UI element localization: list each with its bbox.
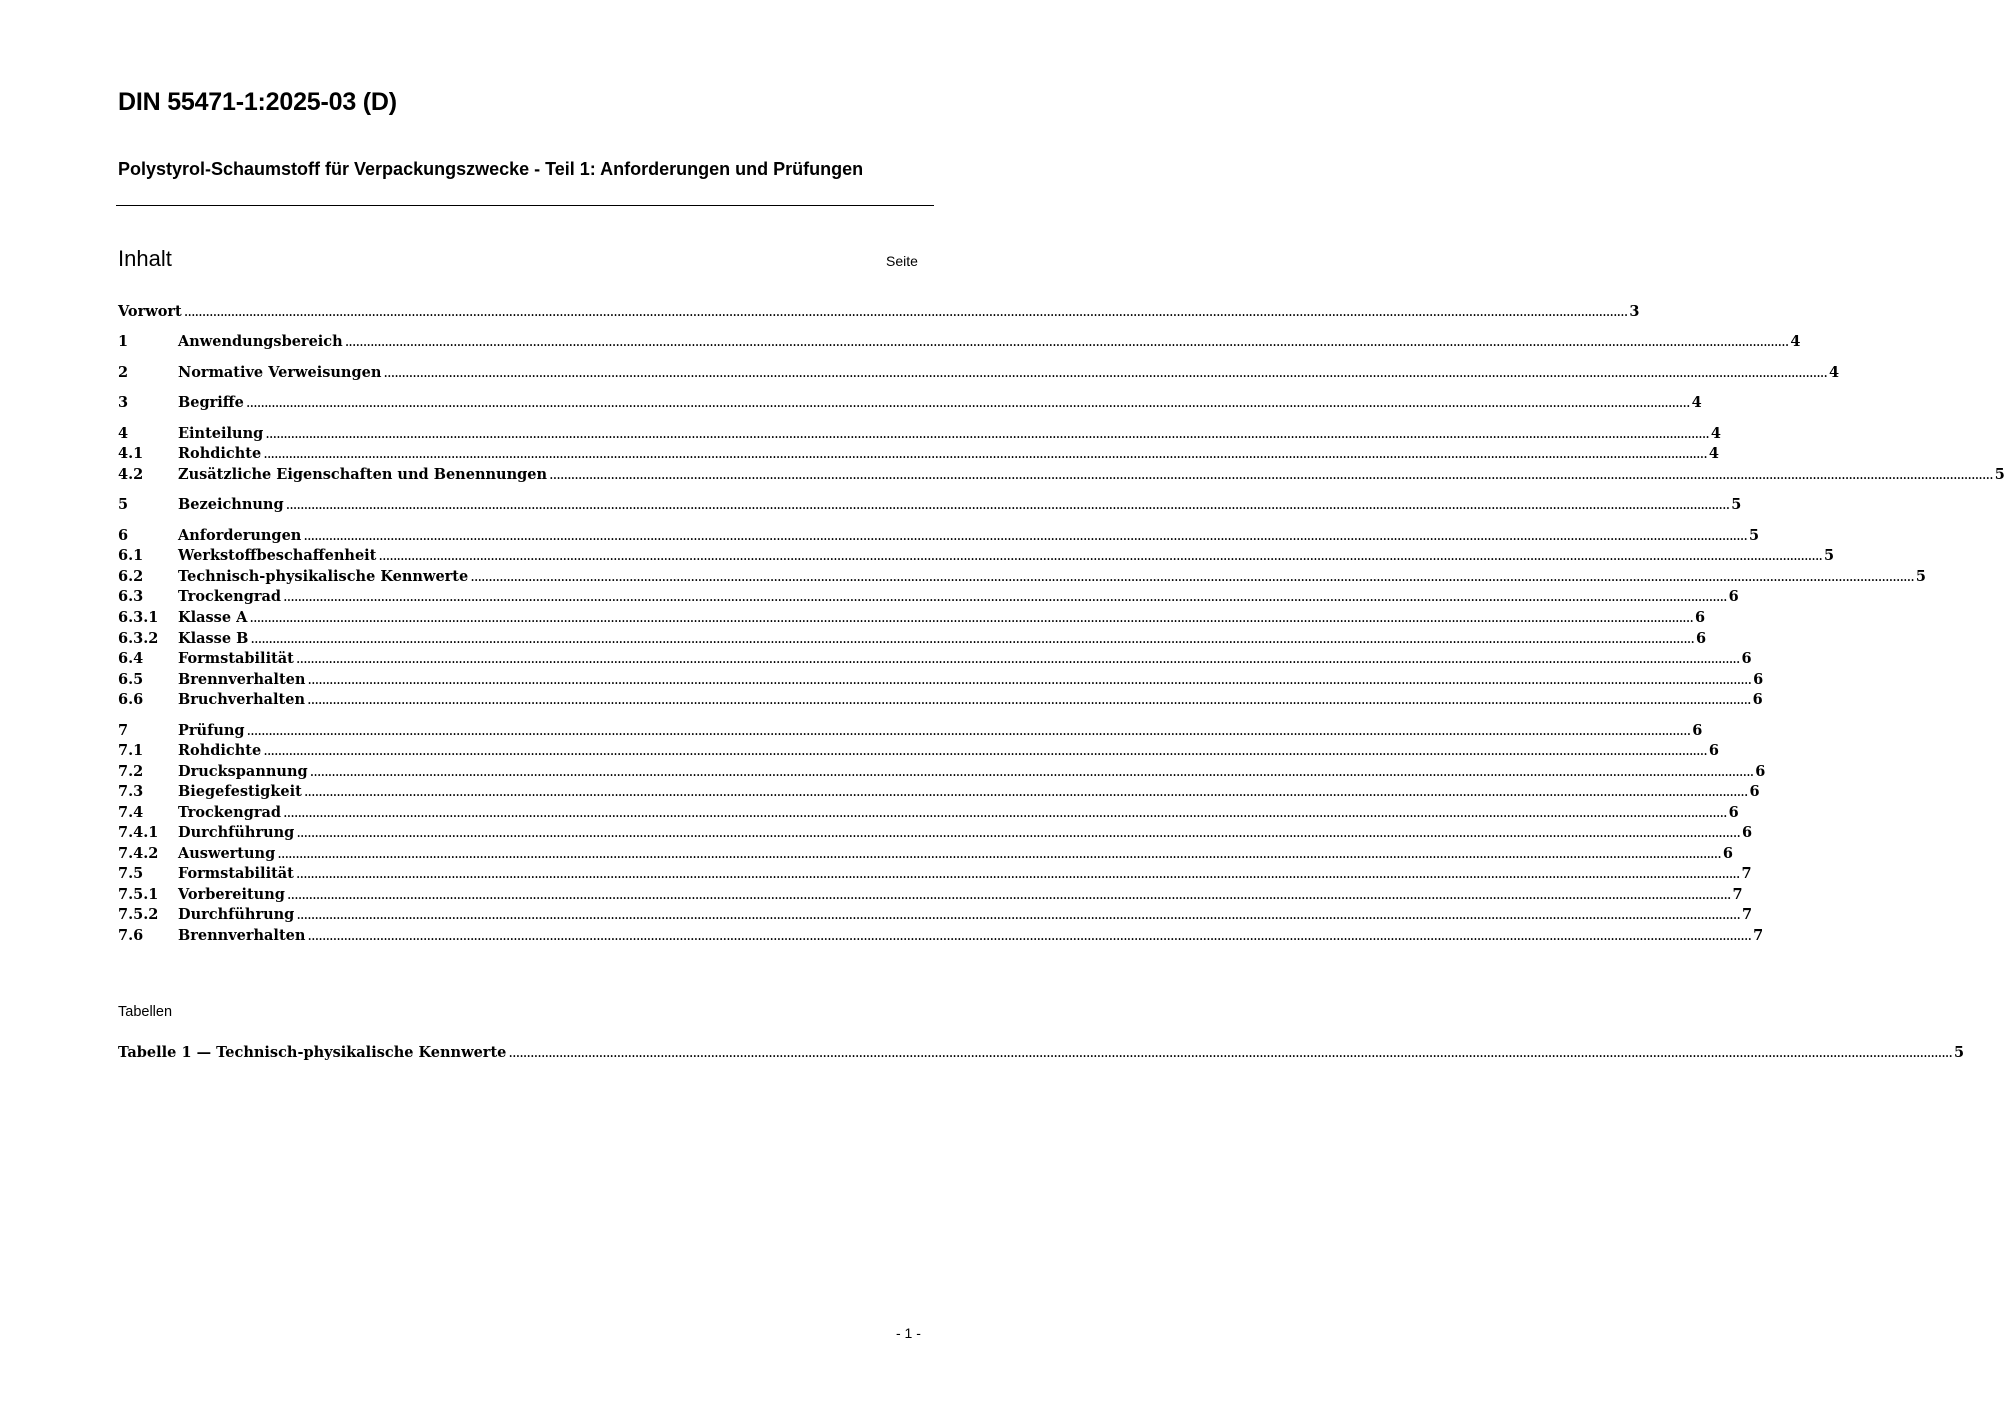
toc-entry-page: 6 [1752,691,1763,708]
toc-entry-number: 7.4 [118,804,144,821]
toc-entry[interactable] [118,649,1752,669]
toc-entry-page: 7 [1732,886,1743,903]
toc-entry-title: Anforderungen [178,527,302,544]
toc-entry[interactable] [118,363,1840,383]
toc-entry-number: 6.3.1 [118,609,159,626]
toc-entry-title: Brennverhalten [178,671,306,688]
toc-entry-number: 7.5.2 [118,906,159,923]
toc-entry[interactable] [118,782,1760,802]
toc-entry-page: 5 [1731,496,1742,513]
tables-heading: Tabellen [118,1004,173,1020]
toc-dot-leader: ................................................................................................................................................................................................................................................................................................................................................................................................................ [295,651,1740,667]
toc-dot-leader: ................................................................................................................................................................................................................................................................................................................................................................................................................ [303,784,1748,800]
toc-dot-leader: ................................................................................................................................................................................................................................................................................................................................................................................................................ [249,610,1694,626]
toc-dot-leader: ................................................................................................................................................................................................................................................................................................................................................................................................................ [183,304,1628,320]
toc-entry-page: 6 [1696,630,1707,647]
toc-entry-title: Werkstoffbeschaffenheit [178,547,377,564]
document-id: DIN 55471-1:2025-03 (D) [118,88,397,116]
toc-dot-leader: ................................................................................................................................................................................................................................................................................................................................................................................................................ [250,631,1695,647]
toc-entry[interactable] [118,844,1733,864]
toc-entry-number: 4.2 [118,466,144,483]
toc-dot-leader: ................................................................................................................................................................................................................................................................................................................................................................................................................ [296,907,1740,923]
toc-entry-title: Formstabilität [178,865,294,882]
toc-entry-title: Technisch-physikalische Kennwerte [178,568,469,585]
toc-entry-title: Normative Verweisungen [178,364,382,381]
title-divider [116,205,934,206]
toc-entry-page: 6 [1753,671,1764,688]
toc-dot-leader: ................................................................................................................................................................................................................................................................................................................................................................................................................ [285,497,1730,513]
toc-entry-title: Bruchverhalten [178,691,306,708]
toc-entry-title: Biegefestigkeit [178,783,302,800]
toc-dot-leader: ................................................................................................................................................................................................................................................................................................................................................................................................................ [246,723,1691,739]
toc-dot-leader: ................................................................................................................................................................................................................................................................................................................................................................................................................ [307,672,1752,688]
toc-entry-number: 6.3.2 [118,630,159,647]
toc-entry[interactable] [118,587,1739,607]
toc-entry-number: 4 [118,425,129,442]
toc-entry-number: 2 [118,364,129,381]
toc-entry-number: 6 [118,527,129,544]
toc-entry-title: Tabelle 1 — Technisch-physikalische Kennwerte [118,1044,507,1061]
toc-entry[interactable] [118,393,1702,413]
toc-dot-leader: ................................................................................................................................................................................................................................................................................................................................................................................................................ [307,928,1752,944]
toc-entry-number: 6.6 [118,691,144,708]
toc-entry-title: Prüfung [178,722,245,739]
toc-dot-leader: ................................................................................................................................................................................................................................................................................................................................................................................................................ [309,764,1754,780]
toc-dot-leader: ................................................................................................................................................................................................................................................................................................................................................................................................................ [383,365,1828,381]
toc-entry-title: Durchführung [178,906,295,923]
toc-entry-number: 6.1 [118,547,144,564]
toc-dot-leader: ................................................................................................................................................................................................................................................................................................................................................................................................................ [549,467,1993,483]
toc-entry-number: 5 [118,496,129,513]
toc-entry[interactable] [118,926,1764,946]
toc-entry-page: 6 [1692,722,1703,739]
toc-entry-title: Trockengrad [178,804,282,821]
toc-dot-leader: ................................................................................................................................................................................................................................................................................................................................................................................................................ [286,887,1731,903]
toc-entry-number: 7.3 [118,783,144,800]
toc-entry-page: 4 [1710,425,1722,442]
toc-entry-page: 7 [1741,865,1752,882]
toc-entry-page: 4 [1708,445,1719,462]
toc-entry-page: 4 [1829,364,1840,381]
toc-heading: Inhalt [118,246,172,271]
toc-dot-leader: ................................................................................................................................................................................................................................................................................................................................................................................................................ [378,548,1823,564]
toc-entry-page: 6 [1722,845,1733,862]
document-title: Polystyrol-Schaumstoff für Verpackungszwecke - Teil 1: Anforderungen und Prüfungen [118,159,864,179]
toc-entry-title: Durchführung [178,824,295,841]
toc-entry[interactable] [118,424,1722,444]
toc-entry-page: 6 [1749,783,1760,800]
toc-dot-leader: ................................................................................................................................................................................................................................................................................................................................................................................................................ [277,846,1721,862]
toc-entry-page: 6 [1708,742,1719,759]
toc-entry-page: 3 [1629,303,1640,320]
toc-dot-leader: ................................................................................................................................................................................................................................................................................................................................................................................................................ [307,692,1751,708]
toc-entry-title: Formstabilität [178,650,294,667]
toc-entry-number: 7 [118,722,129,739]
toc-entry-title: Klasse B [178,630,249,647]
toc-entry[interactable] [118,885,1743,905]
toc-entry-number: 7.5.1 [118,886,159,903]
toc-entry-page: 5 [1954,1044,1965,1061]
toc-entry-page: 7 [1753,927,1764,944]
toc-entry-number: 7.4.2 [118,845,159,862]
toc-entry-number: 1 [118,333,129,350]
toc-entry-title: Bezeichnung [178,496,284,513]
toc-entry[interactable] [118,762,1766,782]
toc-dot-leader: ................................................................................................................................................................................................................................................................................................................................................................................................................ [296,825,1740,841]
toc-entry-title: Rohdichte [178,445,262,462]
toc-entry[interactable] [118,546,1835,566]
toc-entry-title: Vorwort [118,303,182,320]
toc-entry-title: Brennverhalten [178,927,306,944]
toc-entry-page: 6 [1695,609,1706,626]
toc-entry-number: 6.4 [118,650,144,667]
toc-entry-number: 7.5 [118,865,144,882]
toc-dot-leader: ................................................................................................................................................................................................................................................................................................................................................................................................................ [283,589,1727,605]
page-number: - 1 - [896,1325,921,1341]
toc-entry-page: 4 [1691,394,1702,411]
toc-entry-page: 6 [1728,804,1739,821]
toc-entry-title: Trockengrad [178,588,282,605]
toc-entry[interactable] [118,864,1752,884]
toc-dot-leader: ................................................................................................................................................................................................................................................................................................................................................................................................................ [470,569,1914,585]
toc-entry[interactable] [118,721,1703,741]
toc-entry[interactable] [118,741,1719,761]
toc-dot-leader: ................................................................................................................................................................................................................................................................................................................................................................................................................ [344,334,1789,350]
toc-dot-leader: ................................................................................................................................................................................................................................................................................................................................................................................................................ [265,426,1709,442]
toc-entry-page: 5 [1994,466,2005,483]
toc-entry[interactable] [118,495,1742,515]
toc-page-column-label: Seite [886,253,918,269]
toc-entry[interactable] [118,803,1739,823]
toc-entry-title: Druckspannung [178,763,308,780]
toc-entry-title: Begriffe [178,394,244,411]
toc-entry-number: 4.1 [118,445,144,462]
table-list-entry[interactable] [118,1043,1965,1063]
toc-entry-title: Klasse A [178,609,248,626]
toc-entry-number: 7.4.1 [118,824,159,841]
toc-entry-title: Auswertung [178,845,276,862]
toc-entry[interactable] [118,905,1753,925]
toc-entry-title: Anwendungsbereich [178,333,343,350]
toc-dot-leader: ................................................................................................................................................................................................................................................................................................................................................................................................................ [283,805,1727,821]
toc-entry-page: 6 [1741,824,1753,841]
toc-entry-title: Vorbereitung [178,886,285,903]
toc-entry-number: 6.5 [118,671,144,688]
toc-entry-page: 4 [1790,333,1801,350]
toc-entry-title: Einteilung [178,425,264,442]
toc-entry-number: 6.3 [118,588,144,605]
toc-entry[interactable] [118,302,1640,322]
toc-entry-number: 7.6 [118,927,144,944]
toc-entry-title: Rohdichte [178,742,262,759]
toc-entry-page: 5 [1824,547,1835,564]
toc-entry-page: 5 [1915,568,1926,585]
toc-entry-number: 7.2 [118,763,144,780]
toc-entry[interactable] [118,444,1719,464]
toc-entry-number: 3 [118,394,129,411]
toc-entry[interactable] [118,608,1706,628]
toc-entry-page: 6 [1728,588,1739,605]
toc-dot-leader: ................................................................................................................................................................................................................................................................................................................................................................................................................ [263,743,1707,759]
toc-entry[interactable] [118,332,1801,352]
toc-dot-leader: ................................................................................................................................................................................................................................................................................................................................................................................................................ [303,528,1747,544]
toc-entry-page: 6 [1741,650,1752,667]
toc-entry[interactable] [118,629,1707,649]
toc-entry-page: 5 [1749,527,1760,544]
toc-dot-leader: ................................................................................................................................................................................................................................................................................................................................................................................................................ [508,1045,1953,1061]
toc-entry[interactable] [118,690,1763,710]
toc-dot-leader: ................................................................................................................................................................................................................................................................................................................................................................................................................ [263,446,1707,462]
toc-entry-title: Zusätzliche Eigenschaften und Benennungen [178,466,548,483]
toc-dot-leader: ................................................................................................................................................................................................................................................................................................................................................................................................................ [245,395,1690,411]
toc-entry[interactable] [118,567,1926,587]
toc-entry-page: 7 [1741,906,1753,923]
toc-entry-number: 6.2 [118,568,144,585]
toc-entry-page: 6 [1755,763,1766,780]
toc-entry[interactable] [118,823,1753,843]
toc-entry[interactable] [118,465,2005,485]
toc-entry[interactable] [118,670,1764,690]
toc-entry-number: 7.1 [118,742,144,759]
toc-dot-leader: ................................................................................................................................................................................................................................................................................................................................................................................................................ [295,866,1740,882]
toc-entry[interactable] [118,526,1760,546]
